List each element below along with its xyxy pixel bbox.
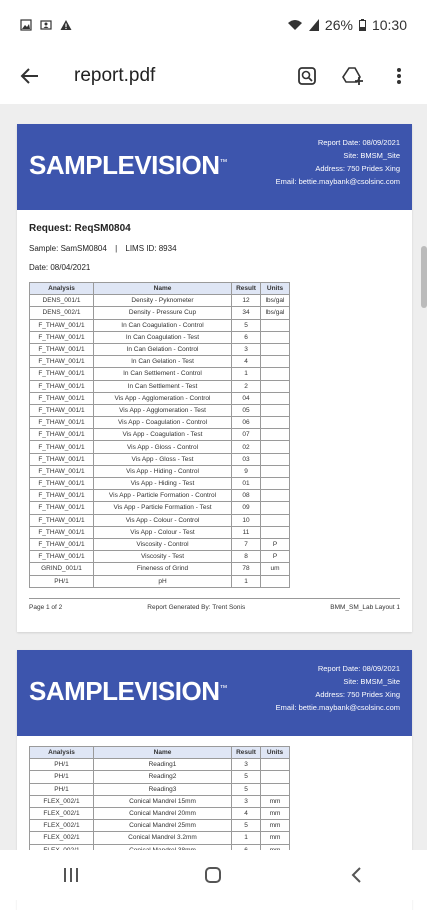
report-email: Email: bettie.maybank@csolsinc.com xyxy=(275,177,400,186)
cell-name: Vis App - Coagulation - Control xyxy=(94,417,232,429)
report-header-info xyxy=(276,136,400,188)
table-row xyxy=(30,783,290,795)
table-row xyxy=(30,368,290,380)
chevron-left-icon xyxy=(350,866,362,884)
cell-name: Reading2 xyxy=(94,771,232,783)
report-address: Address: 750 Prides Xing xyxy=(315,690,400,699)
cell-units xyxy=(261,356,290,368)
table-row xyxy=(30,441,290,453)
cell-name: In Can Settlement - Control xyxy=(94,368,232,380)
cell-result: 1 xyxy=(232,368,261,380)
cell-analysis: PH/1 xyxy=(30,771,94,783)
table-row xyxy=(30,490,290,502)
cell-analysis: F_THAW_001/1 xyxy=(30,392,94,404)
cell-analysis: F_THAW_001/1 xyxy=(30,502,94,514)
results-table xyxy=(29,282,290,588)
cell-units xyxy=(261,380,290,392)
cell-units xyxy=(261,319,290,331)
cell-units xyxy=(261,783,290,795)
samplevision-logo: SAMPLEVISION™ xyxy=(29,150,227,180)
navigation-bar xyxy=(0,850,427,900)
back-nav-button[interactable] xyxy=(336,860,376,890)
contacts-icon xyxy=(40,19,52,31)
table-row xyxy=(30,453,290,465)
table-row xyxy=(30,502,290,514)
cell-analysis: F_THAW_001/1 xyxy=(30,538,94,550)
cell-units xyxy=(261,490,290,502)
cell-name: In Can Gelation - Test xyxy=(94,356,232,368)
table-row xyxy=(30,417,290,429)
cell-name: Viscosity - Test xyxy=(94,551,232,563)
cell-result: 78 xyxy=(232,563,261,575)
cell-name: Vis App - Coagulation - Test xyxy=(94,429,232,441)
report-header-info xyxy=(276,662,400,714)
battery-percent: 26% xyxy=(324,17,353,33)
pdf-page-1 xyxy=(17,124,412,632)
lens-search-icon xyxy=(297,66,317,86)
results-table-body xyxy=(30,759,290,857)
document-title: report.pdf xyxy=(74,65,156,86)
app-bar xyxy=(0,50,427,102)
cell-result: 5 xyxy=(232,771,261,783)
cell-analysis: F_THAW_001/1 xyxy=(30,441,94,453)
cell-analysis: FLEX_002/1 xyxy=(30,820,94,832)
cell-analysis: F_THAW_001/1 xyxy=(30,417,94,429)
table-row xyxy=(30,807,290,819)
report-email: Email: bettie.maybank@csolsinc.com xyxy=(275,703,400,712)
table-header-row xyxy=(30,747,290,759)
cell-units: P xyxy=(261,551,290,563)
back-button[interactable] xyxy=(16,62,44,90)
cell-analysis: F_THAW_001/1 xyxy=(30,453,94,465)
cell-analysis: FLEX_002/1 xyxy=(30,795,94,807)
cell-units: mm xyxy=(261,832,290,844)
table-row xyxy=(30,429,290,441)
table-row xyxy=(30,563,290,575)
header-analysis: Analysis xyxy=(30,283,94,295)
add-to-drive-icon xyxy=(342,66,364,86)
table-row xyxy=(30,771,290,783)
cell-result: 1 xyxy=(232,575,261,587)
header-result: Result xyxy=(232,283,261,295)
layout-name: BMM_SM_Lab Layout 1 xyxy=(330,604,400,611)
cell-name: In Can Coagulation - Test xyxy=(94,331,232,343)
cell-units: um xyxy=(261,563,290,575)
report-date: Report Date: 08/09/2021 xyxy=(317,138,400,147)
table-row xyxy=(30,575,290,587)
cell-name: Fineness of Grind xyxy=(94,563,232,575)
results-table-body xyxy=(30,295,290,588)
table-row xyxy=(30,538,290,550)
request-date: Date: 08/04/2021 xyxy=(29,263,91,272)
cell-analysis: F_THAW_001/1 xyxy=(30,465,94,477)
cell-result: 5 xyxy=(232,820,261,832)
cell-name: Vis App - Hiding - Control xyxy=(94,465,232,477)
cell-analysis: F_THAW_001/1 xyxy=(30,343,94,355)
home-icon xyxy=(204,866,222,884)
cell-analysis: F_THAW_001/1 xyxy=(30,319,94,331)
cell-name: Vis App - Agglomeration - Test xyxy=(94,404,232,416)
clock: 10:30 xyxy=(371,17,407,33)
lens-search-button[interactable] xyxy=(295,64,319,88)
recent-apps-button[interactable] xyxy=(51,860,91,890)
cell-name: In Can Settlement - Test xyxy=(94,380,232,392)
cell-name: Vis App - Colour - Control xyxy=(94,514,232,526)
cell-units xyxy=(261,429,290,441)
cell-analysis: F_THAW_001/1 xyxy=(30,404,94,416)
notification-icons xyxy=(20,19,72,31)
table-row xyxy=(30,832,290,844)
cell-result: 34 xyxy=(232,307,261,319)
cell-result: 5 xyxy=(232,319,261,331)
cell-analysis: FLEX_002/1 xyxy=(30,832,94,844)
cell-units: lbs/gal xyxy=(261,307,290,319)
report-site: Site: BMSM_Site xyxy=(343,677,400,686)
cell-units xyxy=(261,343,290,355)
cell-analysis: F_THAW_001/1 xyxy=(30,514,94,526)
report-header xyxy=(17,124,412,210)
footer-divider xyxy=(29,598,400,599)
table-row xyxy=(30,307,290,319)
request-title: Request: ReqSM0804 xyxy=(29,223,131,234)
cell-name: Reading1 xyxy=(94,759,232,771)
header-name: Name xyxy=(94,283,232,295)
more-options-button[interactable] xyxy=(387,64,411,88)
cell-result: 9 xyxy=(232,465,261,477)
cell-result: 06 xyxy=(232,417,261,429)
cell-analysis: F_THAW_001/1 xyxy=(30,331,94,343)
table-row xyxy=(30,759,290,771)
cell-name: Vis App - Particle Formation - Control xyxy=(94,490,232,502)
recent-apps-icon xyxy=(62,867,80,883)
table-row xyxy=(30,514,290,526)
cell-units: mm xyxy=(261,807,290,819)
report-generated-by: Report Generated By: Trent Sonis xyxy=(147,604,246,611)
report-date: Report Date: 08/09/2021 xyxy=(317,664,400,673)
cell-units: lbs/gal xyxy=(261,295,290,307)
cell-name: Vis App - Hiding - Test xyxy=(94,478,232,490)
cell-name: Vis App - Particle Formation - Test xyxy=(94,502,232,514)
table-row xyxy=(30,343,290,355)
sample-line xyxy=(29,244,400,253)
cell-units xyxy=(261,331,290,343)
cell-units xyxy=(261,575,290,587)
header-units: Units xyxy=(261,283,290,295)
cell-result: 6 xyxy=(232,331,261,343)
table-row xyxy=(30,392,290,404)
cell-units xyxy=(261,453,290,465)
table-row xyxy=(30,526,290,538)
cell-result: 8 xyxy=(232,551,261,563)
cell-result: 3 xyxy=(232,343,261,355)
table-row xyxy=(30,820,290,832)
cell-name: Conical Mandrel 20mm xyxy=(94,807,232,819)
cell-result: 4 xyxy=(232,807,261,819)
signal-icon xyxy=(309,19,319,31)
table-row xyxy=(30,319,290,331)
cell-name: In Can Coagulation - Control xyxy=(94,319,232,331)
cell-analysis: F_THAW_001/1 xyxy=(30,526,94,538)
cell-result: 3 xyxy=(232,759,261,771)
cell-units xyxy=(261,404,290,416)
cell-analysis: FLEX_002/1 xyxy=(30,807,94,819)
cell-result: 04 xyxy=(232,392,261,404)
page-number: Page 1 of 2 xyxy=(29,604,63,611)
warning-icon xyxy=(60,19,72,31)
battery-icon xyxy=(359,19,366,31)
cell-units xyxy=(261,514,290,526)
report-site: Site: BMSM_Site xyxy=(343,151,400,160)
table-row xyxy=(30,331,290,343)
cell-name: Viscosity - Control xyxy=(94,538,232,550)
cell-result: 3 xyxy=(232,795,261,807)
table-row xyxy=(30,404,290,416)
cell-name: pH xyxy=(94,575,232,587)
cell-result: 4 xyxy=(232,356,261,368)
table-row xyxy=(30,478,290,490)
cell-name: Vis App - Gloss - Test xyxy=(94,453,232,465)
cell-result: 2 xyxy=(232,380,261,392)
results-table xyxy=(29,746,290,857)
cell-name: Reading3 xyxy=(94,783,232,795)
wifi-icon xyxy=(287,19,303,31)
cell-name: Vis App - Agglomeration - Control xyxy=(94,392,232,404)
lims-id: LIMS ID: 8934 xyxy=(125,244,177,253)
cell-analysis: F_THAW_001/1 xyxy=(30,368,94,380)
cell-result: 02 xyxy=(232,441,261,453)
cell-analysis: F_THAW_001/1 xyxy=(30,551,94,563)
cell-analysis: PH/1 xyxy=(30,783,94,795)
samplevision-logo: SAMPLEVISION™ xyxy=(29,676,227,706)
cell-result: 09 xyxy=(232,502,261,514)
table-row xyxy=(30,465,290,477)
cell-name: Conical Mandrel 3.2mm xyxy=(94,832,232,844)
report-address: Address: 750 Prides Xing xyxy=(315,164,400,173)
cell-units xyxy=(261,759,290,771)
request-info xyxy=(17,210,412,272)
cell-name: Density - Pressure Cup xyxy=(94,307,232,319)
separator: | xyxy=(115,244,118,253)
cell-result: 05 xyxy=(232,404,261,416)
cell-name: In Can Gelation - Control xyxy=(94,343,232,355)
cell-units: mm xyxy=(261,795,290,807)
status-bar xyxy=(0,0,427,50)
table-header-row xyxy=(30,283,290,295)
cell-units xyxy=(261,478,290,490)
cell-units: P xyxy=(261,538,290,550)
report-header xyxy=(17,650,412,736)
cell-analysis: F_THAW_001/1 xyxy=(30,429,94,441)
cell-name: Conical Mandrel 25mm xyxy=(94,820,232,832)
cell-analysis: F_THAW_001/1 xyxy=(30,490,94,502)
home-button[interactable] xyxy=(193,860,233,890)
cell-analysis: PH/1 xyxy=(30,575,94,587)
cell-analysis: DENS_001/1 xyxy=(30,295,94,307)
header-name: Name xyxy=(94,747,232,759)
cell-result: 01 xyxy=(232,478,261,490)
cell-analysis: F_THAW_001/1 xyxy=(30,478,94,490)
cell-name: Vis App - Colour - Test xyxy=(94,526,232,538)
cell-result: 11 xyxy=(232,526,261,538)
cell-result: 07 xyxy=(232,429,261,441)
table-row xyxy=(30,380,290,392)
table-row xyxy=(30,551,290,563)
header-units: Units xyxy=(261,747,290,759)
cell-units xyxy=(261,368,290,380)
cell-name: Conical Mandrel 15mm xyxy=(94,795,232,807)
cell-result: 5 xyxy=(232,783,261,795)
table-row xyxy=(30,795,290,807)
cell-units xyxy=(261,502,290,514)
cell-units xyxy=(261,441,290,453)
cell-units xyxy=(261,465,290,477)
cell-name: Vis App - Gloss - Control xyxy=(94,441,232,453)
app-bar-actions xyxy=(295,64,411,88)
cell-result: 03 xyxy=(232,453,261,465)
cell-analysis: DENS_002/1 xyxy=(30,307,94,319)
cell-result: 1 xyxy=(232,832,261,844)
cell-name: Density - Pyknometer xyxy=(94,295,232,307)
add-to-drive-button[interactable] xyxy=(341,64,365,88)
cell-units xyxy=(261,392,290,404)
header-analysis: Analysis xyxy=(30,747,94,759)
header-result: Result xyxy=(232,747,261,759)
cell-units xyxy=(261,417,290,429)
cell-result: 08 xyxy=(232,490,261,502)
arrow-back-icon xyxy=(20,66,40,86)
scrollbar-thumb[interactable] xyxy=(421,246,427,308)
sample-id: Sample: SamSM0804 xyxy=(29,244,107,253)
cell-analysis: PH/1 xyxy=(30,759,94,771)
pdf-viewer[interactable] xyxy=(0,104,427,850)
cell-units xyxy=(261,526,290,538)
system-status xyxy=(287,17,407,33)
table-row xyxy=(30,356,290,368)
cell-units xyxy=(261,771,290,783)
cell-result: 7 xyxy=(232,538,261,550)
cell-result: 12 xyxy=(232,295,261,307)
cell-result: 10 xyxy=(232,514,261,526)
table-row xyxy=(30,295,290,307)
image-icon xyxy=(20,19,32,31)
page-footer xyxy=(29,598,400,611)
more-vert-icon xyxy=(396,66,402,86)
cell-units: mm xyxy=(261,820,290,832)
cell-analysis: F_THAW_001/1 xyxy=(30,356,94,368)
cell-analysis: F_THAW_001/1 xyxy=(30,380,94,392)
cell-analysis: GRIND_001/1 xyxy=(30,563,94,575)
